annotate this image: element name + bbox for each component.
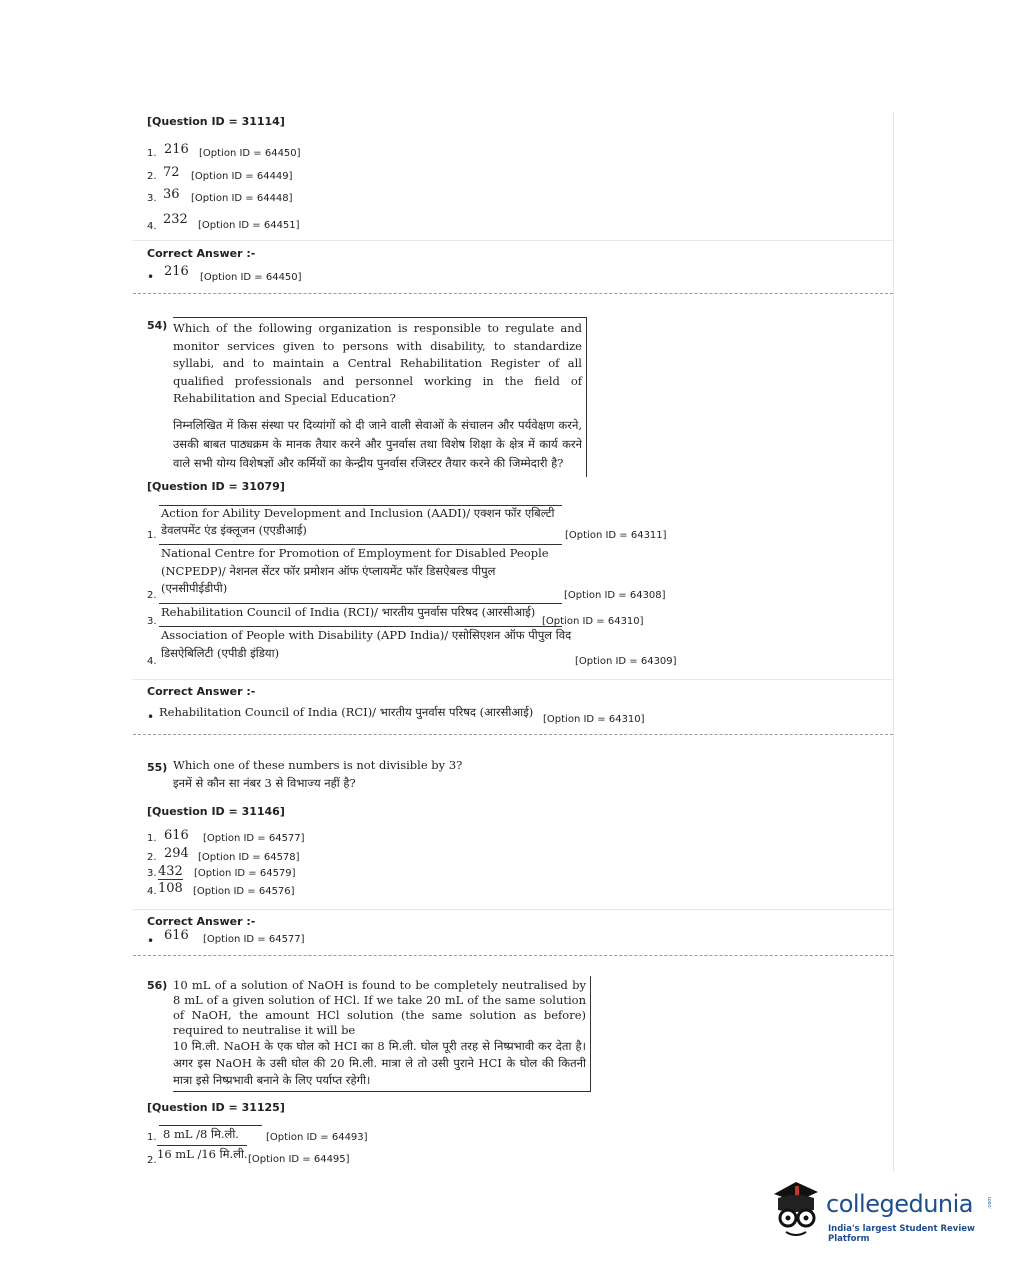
correct-answer-label: Correct Answer :- [147,685,256,698]
mascot-icon [768,1176,828,1246]
option-item [133,881,433,899]
bullet: • [147,934,155,948]
option-id: [Option ID = 64578] [198,852,300,863]
question-separator [133,955,893,956]
option-id: [Option ID = 64451] [198,220,300,231]
option-value: 72 [163,165,180,180]
question-text-english: 10 mL of a solution of NaOH is found to be completely neutralised by 8 mL of a given solution of HCl. If we take 20 mL of the same solution of NaOH, the amount HCl solution (the same solution as before) required to neutralise it will be [173,978,586,1037]
option-value: 294 [164,846,189,861]
option-text: National Centre for Promotion of Employment for Disabled People [161,546,549,560]
options-list [133,1124,433,1169]
option-id: [Option ID = 64495] [248,1154,350,1165]
option-id: [Option ID = 64309] [575,656,677,667]
question-54 [147,317,587,477]
correct-answer-value: 616 [164,928,189,943]
option-number: 4. [147,221,157,232]
option-id: [Option ID = 64308] [564,590,666,601]
option-number: 3. [147,193,157,204]
option-value: 432 [158,864,183,879]
question-text-english: Which of the following organization is responsible to regulate and monitor services given to persons with disability, to standardize syllabi, and to maintain a Central Rehabilitation Register of all qualified professionals and personnel working in the field of Rehabilitation and Special Education? [173,321,582,405]
divider [133,909,893,910]
option-number: 3. [147,868,157,879]
option-item [133,165,433,187]
question-number: 54) [147,319,168,332]
divider [133,240,893,241]
option-text: डेवलपमेंट एंड इंक्लूजन (एएडीआई) [161,523,307,537]
option-id: [Option ID = 64450] [199,148,301,159]
option-number: 2. [147,852,157,863]
option-id: [Option ID = 64448] [191,193,293,204]
bullet: • [147,710,155,724]
option-item [133,828,433,846]
options-list [133,142,433,234]
option-value: 216 [164,142,189,157]
question-text [173,756,462,792]
question-56 [147,976,591,1092]
question-text-hindi: इनमें से कौन सा नंबर 3 से विभाज्य नहीं है? [173,776,356,790]
option-item [133,142,433,165]
option-value: 8 mL /8 मि.ली. [163,1127,239,1141]
question-id: [Question ID = 31146] [147,805,285,818]
correct-answer-option-id: [Option ID = 64310] [543,714,645,725]
option-number: 1. [147,148,157,159]
option-number: 4. [147,656,157,667]
question-id: [Question ID = 31114] [147,115,285,128]
question-id: [Question ID = 31079] [147,480,285,493]
option-id: [Option ID = 64579] [194,868,296,879]
question-text-hindi: निम्नलिखित में किस संस्था पर दिव्यांगों को दी जाने वाली सेवाओं के संचालन और पर्यवेक्षण करने, उसकी बाबत पाठ्यक्रम के मानक तैयार करने और पुनर्वास तथा विशेष शिक्षा के क्षेत्र में कार्य करने वाले सभी योग्य विशेषज्ञों और कर्मियों का केन्द्रीय पुनर्वास रजिस्टर तैयार करने की जिम्मेदारी है? [173,417,582,470]
question-separator [133,293,893,294]
option-number: 2. [147,590,157,601]
option-number: 1. [147,1132,157,1143]
option-number: 2. [147,1155,157,1166]
option-item [133,212,433,234]
divider [133,679,893,680]
option-value: 232 [163,212,188,227]
option-id: [Option ID = 64493] [266,1132,368,1143]
option-id: [Option ID = 64311] [565,530,667,541]
bullet: • [147,270,155,284]
options-list [133,502,693,672]
option-id: [Option ID = 64577] [203,833,305,844]
option-id: [Option ID = 64576] [193,886,295,897]
question-number: 55) [147,761,168,774]
question-separator [133,734,893,735]
option-number: 3. [147,616,157,627]
option-text: (एनसीपीईडीपी) [161,581,228,595]
option-text: डिसऐबिलिटी (एपीडी इंडिया) [161,646,280,660]
option-value: 16 mL /16 मि.ली. [157,1147,248,1161]
logo-tagline: India's largest Student Review Platform [828,1224,975,1244]
option-id: [Option ID = 64449] [191,171,293,182]
question-number: 56) [147,979,168,992]
correct-answer-value: Rehabilitation Council of India (RCI)/ भारतीय पुनर्वास परिषद (आरसीआई) [159,705,534,719]
question-id: [Question ID = 31125] [147,1101,285,1114]
correct-answer-label: Correct Answer :- [147,247,256,260]
option-item [133,846,433,864]
question-text-hindi: 10 मि.ली. NaOH के एक घोल को HCI का 8 मि.ली. घोल पूरी तरह से निष्प्रभावी कर देता है। अगर इस NaOH के उसी घोल की 20 मि.ली. मात्रा ले तो उसी पुराने HCI के घोल की कितनी मात्रा इसे निष्प्रभावी बनाने के लिए पर्याप्त रहेगी। [173,1039,586,1087]
logo-suffix: .com [987,1196,994,1210]
correct-answer-option-id: [Option ID = 64577] [203,934,305,945]
option-item [133,864,433,881]
option-number: 1. [147,530,157,541]
question-text [173,317,587,477]
option-text: Association of People with Disability (APD India)/ एसोसिएशन ऑफ पीपुल विद [161,628,572,642]
option-item [133,187,433,212]
option-number: 2. [147,171,157,182]
collegedunia-logo [768,1176,993,1246]
options-list [133,828,433,899]
option-text: (NCPEDP)/ नेशनल सेंटर फॉर प्रमोशन ऑफ एंप्लायमेंट फॉर डिसऐबल्ड पीपुल [161,564,496,578]
option-value: 616 [164,828,189,843]
option-id: [Option ID = 64310] [542,616,644,627]
correct-answer-label: Correct Answer :- [147,915,256,928]
option-number: 1. [147,833,157,844]
option-number: 4. [147,886,157,897]
correct-answer-value: 216 [164,264,189,279]
option-value: 108 [158,881,183,896]
option-text: Rehabilitation Council of India (RCI)/ भारतीय पुनर्वास परिषद (आरसीआई) [161,605,536,619]
logo-title: collegedunia [826,1190,974,1218]
correct-answer-option-id: [Option ID = 64450] [200,272,302,283]
question-text [173,976,591,1092]
exam-page [133,112,894,1172]
question-text-english: Which one of these numbers is not divisible by 3? [173,758,463,772]
option-text: Action for Ability Development and Inclusion (AADI)/ एक्शन फॉर एबिल्टी [161,506,555,520]
option-value: 36 [163,187,180,202]
